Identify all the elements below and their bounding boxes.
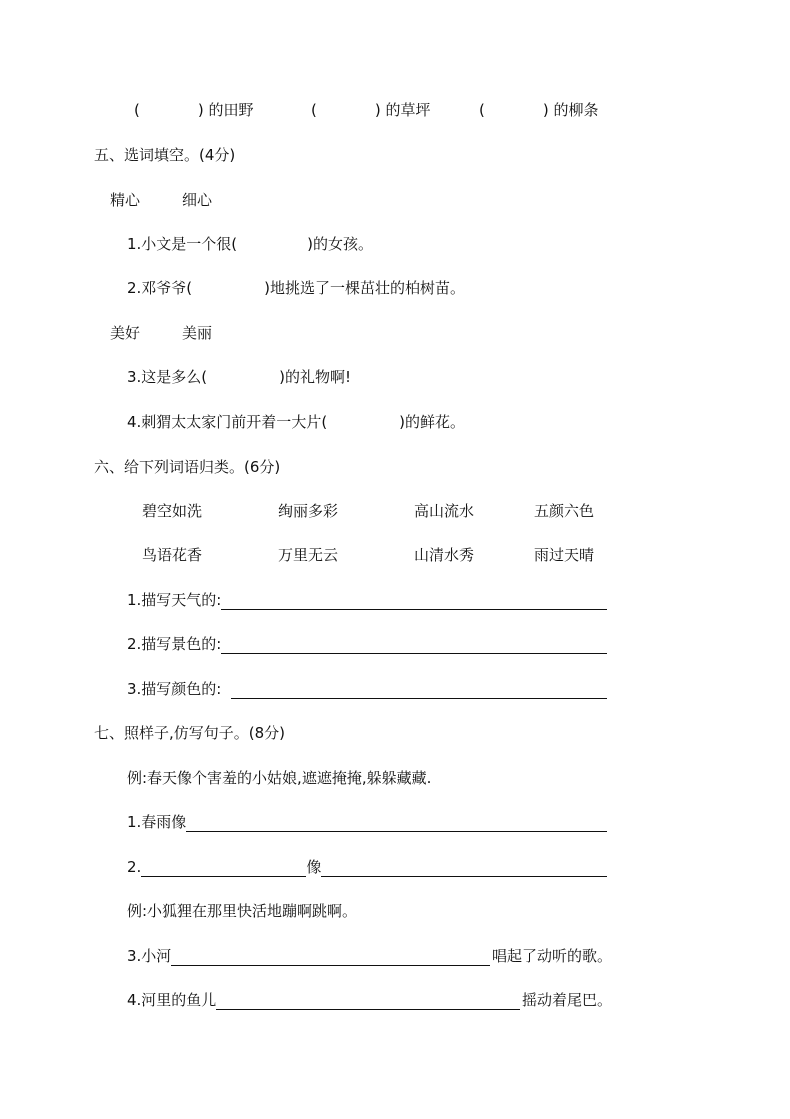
paren-open: (	[134, 101, 140, 119]
answer-line[interactable]	[221, 593, 607, 610]
paren-open: (	[479, 101, 485, 119]
word-choice-4: 美丽	[182, 324, 213, 342]
answer-line[interactable]	[171, 949, 490, 966]
answer-line[interactable]	[186, 815, 607, 832]
example-sentence-2: 例:小狐狸在那里快活地蹦啊跳啊。	[127, 902, 358, 920]
word-item: 山清水秀	[414, 546, 475, 564]
paren-close: )	[542, 101, 549, 119]
word-item: 鸟语花香	[142, 546, 203, 564]
fill-item-2: 2.邓爷爷( )地挑选了一棵茁壮的柏树苗。	[127, 279, 466, 297]
paren-close: )	[374, 101, 381, 119]
word-item: 碧空如洗	[142, 502, 203, 520]
answer-line[interactable]	[216, 993, 520, 1010]
word-item: 绚丽多彩	[278, 502, 339, 520]
paren-open: (	[311, 101, 317, 119]
phrase-blank-2	[311, 100, 431, 120]
word-choice-1: 精心	[110, 191, 141, 209]
answer-line[interactable]	[321, 860, 607, 877]
section-5-title: 五、选词填空。(4分)	[94, 146, 236, 164]
imitate-row-2: 2. 像	[127, 857, 607, 877]
word-choice-3: 美好	[110, 324, 141, 342]
fill-item-3: 3.这是多么( )的礼物啊!	[127, 368, 352, 386]
classify-row-color: 3.描写颜色的:	[127, 679, 607, 699]
imitate-row-4: 4.河里的鱼儿 摇动着尾巴。	[127, 991, 612, 1009]
fill-item-4: 4.刺猬太太家门前开着一大片( )的鲜花。	[127, 413, 466, 431]
paren-close: )	[197, 101, 204, 119]
word-item: 五颜六色	[534, 502, 595, 520]
phrase-text: 的草坪	[385, 101, 431, 119]
imitate-row-1: 1.春雨像	[127, 812, 607, 832]
answer-line[interactable]	[231, 682, 607, 699]
fill-item-1: 1.小文是一个很( )的女孩。	[127, 235, 374, 253]
phrase-text: 的田野	[208, 101, 254, 119]
phrase-text: 的柳条	[553, 101, 599, 119]
word-item: 高山流水	[414, 502, 475, 520]
imitate-row-3: 3.小河 唱起了动听的歌。	[127, 947, 612, 965]
example-sentence-1: 例:春天像个害羞的小姑娘,遮遮掩掩,躲躲藏藏.	[127, 769, 432, 787]
word-item: 雨过天晴	[534, 546, 595, 564]
section-6-title: 六、给下列词语归类。(6分)	[94, 458, 281, 476]
section-7-title: 七、照样子,仿写句子。(8分)	[94, 724, 286, 742]
word-choice-2: 细心	[182, 191, 213, 209]
word-item: 万里无云	[278, 546, 339, 564]
answer-line[interactable]	[221, 637, 607, 654]
answer-line[interactable]	[141, 860, 306, 877]
phrase-blank-1	[134, 100, 254, 120]
classify-row-scenery: 2.描写景色的:	[127, 634, 607, 654]
classify-row-weather: 1.描写天气的:	[127, 590, 607, 610]
phrase-blank-3	[479, 100, 599, 120]
